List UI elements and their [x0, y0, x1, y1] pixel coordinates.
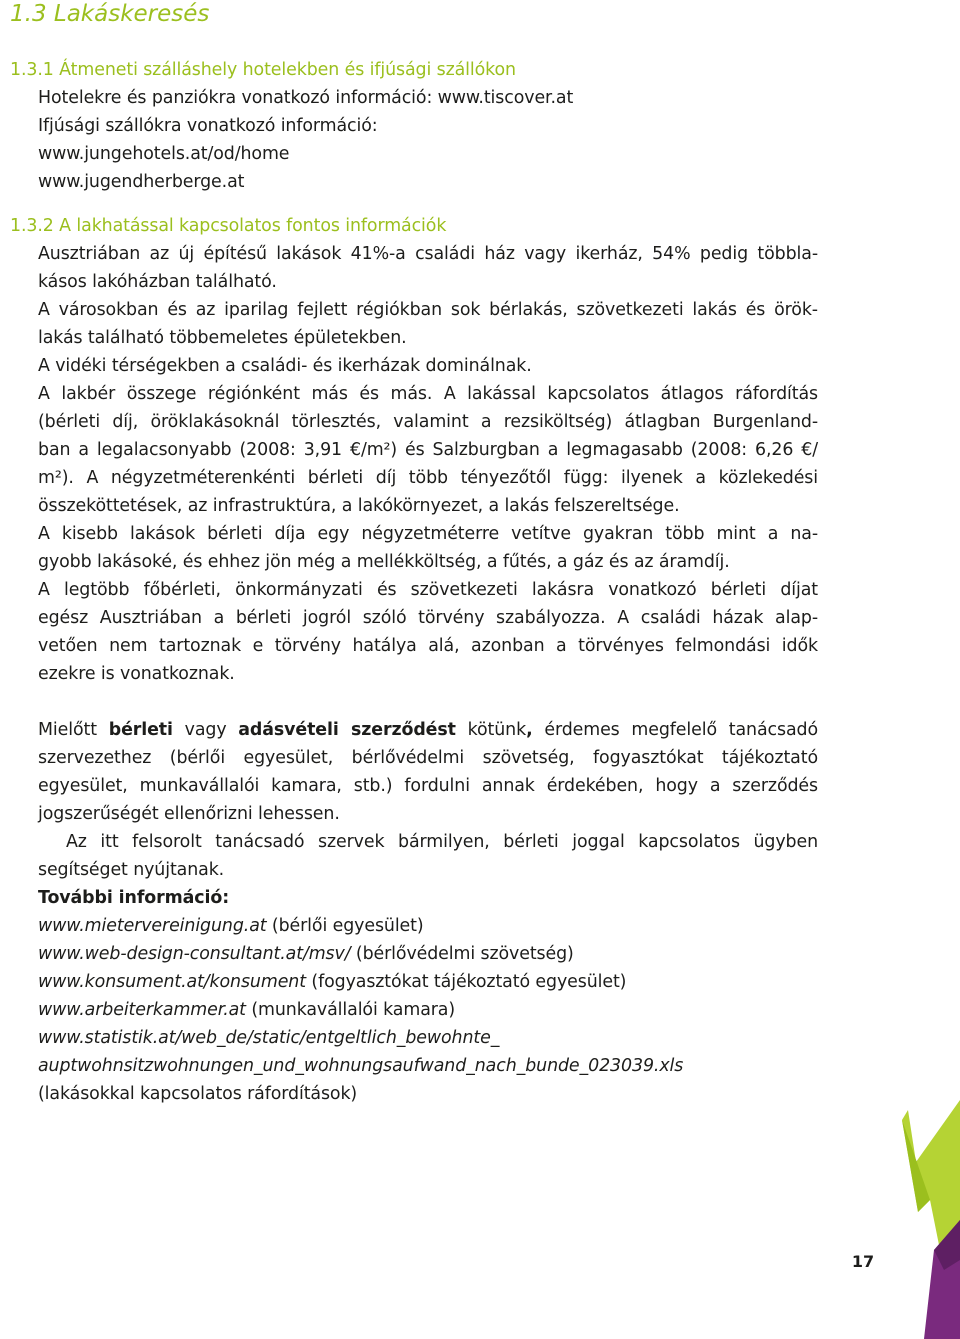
paragraph-line: Az itt felsorolt tanácsadó szervek bármilyen, bérleti joggal kapcsolatos ügyben	[66, 832, 818, 852]
link-row	[38, 996, 818, 1024]
page-content	[10, 56, 818, 1108]
text-run: kötünk	[455, 720, 527, 740]
paragraph-line: jogszerűségét ellenőrizni lehessen.	[38, 804, 340, 824]
link-description: (fogyasztókat tájékoztató egyesület)	[305, 972, 627, 992]
subsection-title-housing-info: 1.3.2 A lakhatással kapcsolatos fontos információk	[10, 216, 447, 236]
link-description: (bérlői egyesület)	[266, 916, 424, 936]
bold-comma: ,	[526, 720, 533, 740]
paragraph-line: A kisebb lakások bérleti díja egy négyzetméterre vetítve gyakran több mint a na-	[38, 524, 818, 544]
paragraph-line: A legtöbb főbérleti, önkormányzati és szövetkezeti lakásra vonatkozó bérleti díjat	[38, 580, 818, 600]
link-arbeiterkammer[interactable]: www.arbeiterkammer.at	[38, 1000, 246, 1020]
text-run: érdemes megfelelő tanácsadó	[532, 720, 818, 740]
paragraph-line: Ausztriában az új építésű lakások 41%-a családi ház vagy ikerház, 54% pedig többla-	[38, 244, 818, 264]
subsection-title-hostels: 1.3.1 Átmeneti szálláshely hotelekben és ifjúsági szállókon	[10, 60, 516, 80]
link-description: (bérlővédelmi szövetség)	[350, 944, 574, 964]
link-mietervereinigung[interactable]: www.mietervereinigung.at	[38, 916, 267, 936]
statistik-description: (lakásokkal kapcsolatos ráfordítások)	[38, 1084, 358, 1104]
advice-first-line	[38, 716, 818, 744]
more-info-heading: További információ:	[38, 888, 230, 908]
paragraph-line: ezekre is vonatkoznak.	[38, 664, 235, 684]
link-statistik-part1[interactable]: www.statistik.at/web_de/static/entgeltlich_bewohnte_	[38, 1028, 500, 1048]
paragraph-line: lakás található többemeletes épületekben.	[38, 328, 407, 348]
link-jugendherberge[interactable]: www.jugendherberge.at	[38, 172, 245, 192]
paragraph-line: kásos lakóházban található.	[38, 272, 277, 292]
link-msv[interactable]: www.web-design-consultant.at/msv/	[38, 944, 351, 964]
text-run: vagy	[172, 720, 239, 740]
link-statistik-part2[interactable]: auptwohnsitzwohnungen_und_wohnungsaufwand_nach_bunde_023039.xls	[38, 1056, 684, 1076]
link-row	[38, 912, 818, 940]
paragraph-line: segítséget nyújtanak.	[38, 860, 225, 880]
paragraph-line: A városokban és az iparilag fejlett régiókban sok bérlakás, szövetkezeti lakás és örök-	[38, 300, 818, 320]
paragraph-line: ban a legalacsonyabb (2008: 3,91 €/m²) és Salzburgban a legmagasabb (2008: 6,26 €/	[38, 440, 818, 460]
link-description: (munkavállalói kamara)	[245, 1000, 456, 1020]
paragraph-line: (bérleti díj, öröklakásoknál törlesztés, valamint a rezsiköltség) átlagban Burgenland-	[38, 412, 818, 432]
corner-decoration-icon	[872, 1100, 960, 1339]
link-row	[38, 968, 818, 996]
text-run: Mielőtt	[38, 720, 109, 740]
paragraph-line: összeköttetések, az infrastruktúra, a lakókörnyezet, a lakás felszereltsége.	[38, 496, 680, 516]
bold-rental: bérleti	[108, 720, 173, 740]
paragraph-line: m²). A négyzetméterenkénti bérleti díj több tényezőtől függ: ilyenek a közlekedési	[38, 468, 818, 488]
page-number: 17	[851, 1252, 875, 1271]
paragraph-line: egész Ausztriában a bérleti jogról szóló törvény szabályozza. A családi házak alap-	[38, 608, 818, 628]
hostel-info-line: Ifjúsági szállókra vonatkozó információ:	[38, 116, 378, 136]
spacer	[38, 196, 818, 212]
paragraph-line: vetően nem tartoznak e törvény hatálya alá, azonban a törvényes felmondási idők	[38, 636, 818, 656]
paragraph-line: gyobb lakásoké, és ehhez jön még a mellékköltség, a fűtés, a gáz és az áramdíj.	[38, 552, 730, 572]
section-title: 1.3 Lakáskeresés	[10, 1, 210, 27]
link-jungehotels[interactable]: www.jungehotels.at/od/home	[38, 144, 290, 164]
spacer	[38, 688, 818, 716]
paragraph-line: A lakbér összege régiónként más és más. A lakással kapcsolatos átlagos ráfordítás	[38, 384, 818, 404]
link-konsument[interactable]: www.konsument.at/konsument	[38, 972, 306, 992]
hotel-info-line: Hotelekre és panziókra vonatkozó információ: www.tiscover.at	[38, 88, 574, 108]
link-row	[38, 940, 818, 968]
bold-sale-contract: adásvételi szerződést	[238, 720, 456, 740]
paragraph-line: A vidéki térségekben a családi- és ikerházak dominálnak.	[38, 356, 532, 376]
paragraph-line: szervezethez (bérlői egyesület, bérlővédelmi szövetség, fogyasztókat tájékoztató	[38, 748, 818, 768]
paragraph-line: egyesület, munkavállalói kamara, stb.) fordulni annak érdekében, hogy a szerződés	[38, 776, 818, 796]
